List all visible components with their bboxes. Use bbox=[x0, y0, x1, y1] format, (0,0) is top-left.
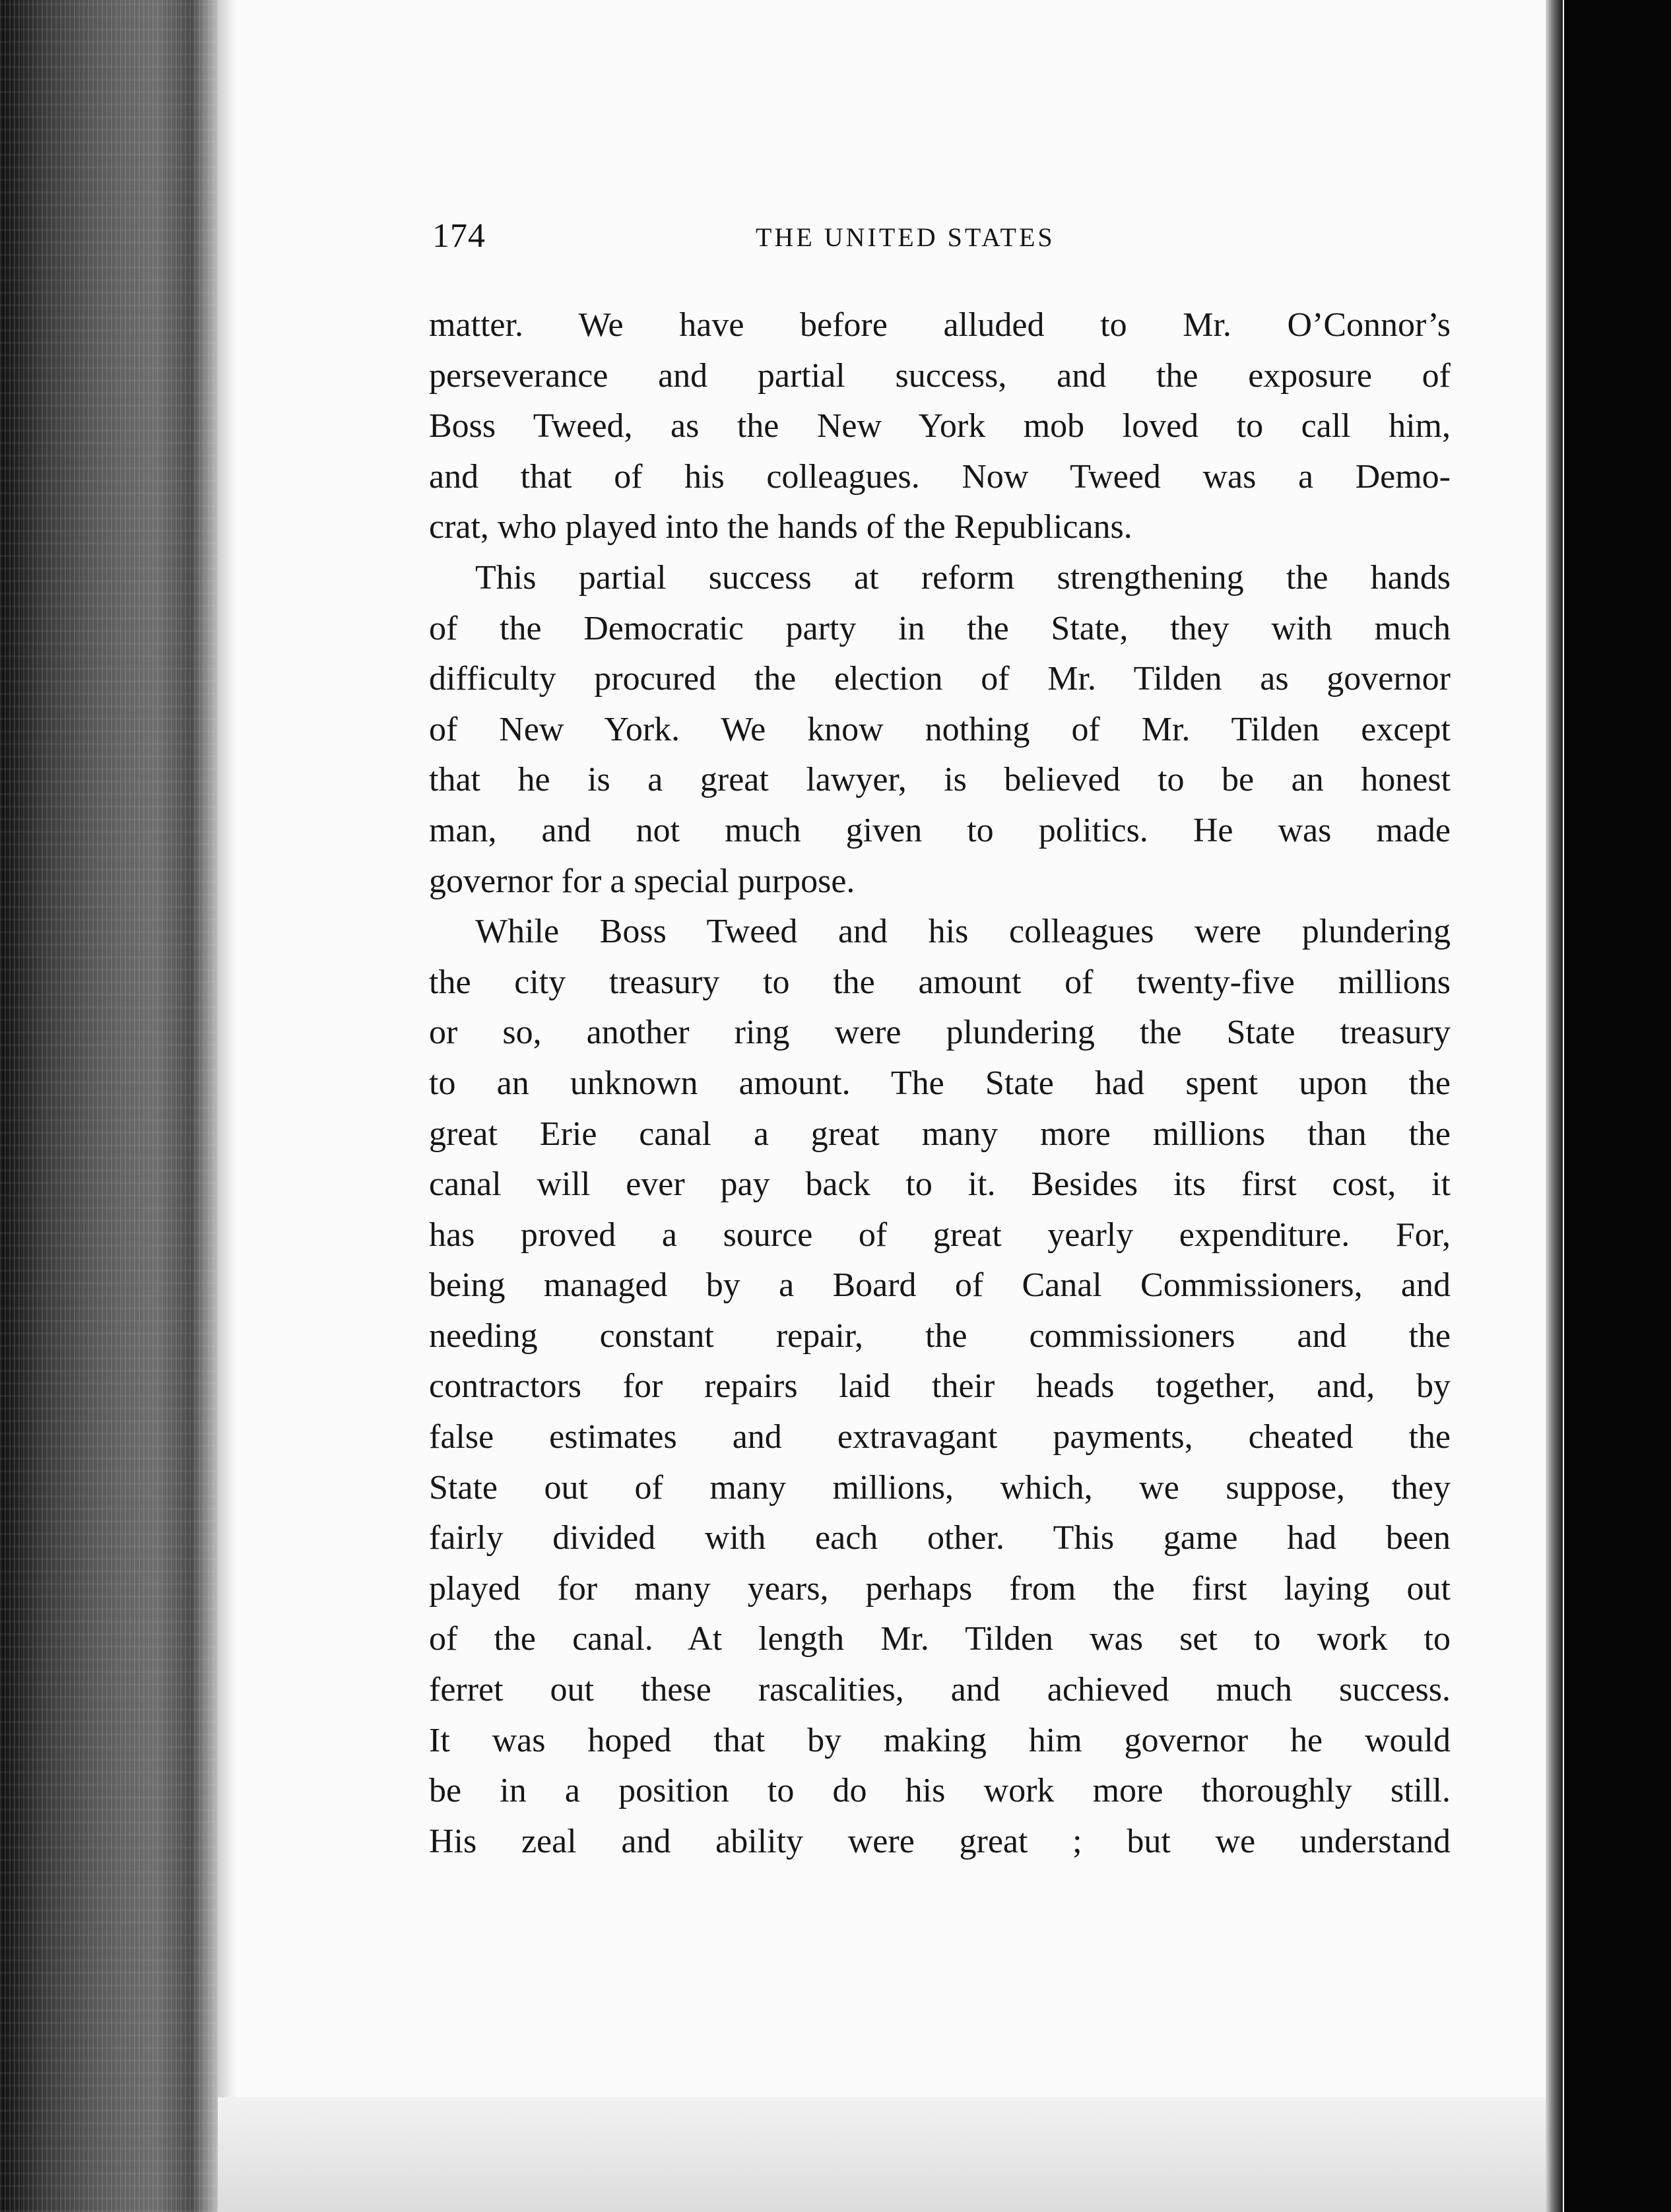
text-line: canal will ever pay back to it. Besides its first cost, it bbox=[429, 1165, 1451, 1204]
text-line: the city treasury to the amount of twenty-five millions bbox=[429, 963, 1451, 1001]
text-line: ferret out these rascalities, and achieved much success. bbox=[429, 1671, 1451, 1709]
text-line: It was hoped that by making him governor he would bbox=[429, 1721, 1451, 1759]
text-line: His zeal and ability were great ; but we understand bbox=[429, 1822, 1451, 1860]
page-right-edge bbox=[1546, 0, 1563, 2212]
text-line: governor for a special purpose. bbox=[429, 862, 855, 900]
paragraph-start-line: While Boss Tweed and his colleagues were plundering bbox=[475, 913, 1451, 951]
text-line: and that of his colleagues. Now Tweed was a Demo- bbox=[429, 457, 1451, 496]
text-line: being managed by a Board of Canal Commissioners, and bbox=[429, 1266, 1451, 1305]
text-line: State out of many millions, which, we suppose, they bbox=[429, 1468, 1451, 1507]
text-line: difficulty procured the election of Mr. Tilden as governor bbox=[429, 660, 1451, 698]
text-line: or so, another ring were plundering the State treasury bbox=[429, 1014, 1451, 1052]
page-number: 174 bbox=[432, 217, 486, 255]
text-line: of New York. We know nothing of Mr. Tilden except bbox=[429, 710, 1451, 748]
page-bottom-margin bbox=[218, 2097, 1546, 2212]
text-line: perseverance and partial success, and the exposure of bbox=[429, 356, 1451, 395]
text-line: of the Democratic party in the State, they with much bbox=[429, 609, 1451, 647]
text-line: matter. We have before alluded to Mr. O’Connor’s bbox=[429, 306, 1451, 344]
text-line: needing constant repair, the commissioners and the bbox=[429, 1317, 1451, 1355]
page-header bbox=[432, 210, 1449, 263]
running-head: THE UNITED STATES bbox=[756, 222, 1055, 252]
text-line: to an unknown amount. The State had spent upon the bbox=[429, 1064, 1451, 1102]
text-line: played for many years, perhaps from the first laying out bbox=[429, 1569, 1451, 1608]
text-line: great Erie canal a great many more millions than the bbox=[429, 1115, 1451, 1153]
text-line: of the canal. At length Mr. Tilden was set to work to bbox=[429, 1620, 1451, 1658]
paragraph-start-line: This partial success at reform strengthening the hands bbox=[475, 558, 1451, 597]
text-line: has proved a source of great yearly expenditure. For, bbox=[429, 1216, 1451, 1254]
page-binding-shadow bbox=[218, 0, 236, 2212]
scan-left-gutter bbox=[0, 0, 218, 2212]
text-line: that he is a great lawyer, is believed to be an honest bbox=[429, 761, 1451, 799]
text-line: crat, who played into the hands of the Republicans. bbox=[429, 508, 1132, 546]
text-line: contractors for repairs laid their heads together, and, by bbox=[429, 1367, 1451, 1406]
text-line: man, and not much given to politics. He was made bbox=[429, 811, 1451, 849]
text-line: be in a position to do his work more thoroughly still. bbox=[429, 1772, 1451, 1810]
text-line: fairly divided with each other. This game had been bbox=[429, 1519, 1451, 1557]
text-line: false estimates and extravagant payments, cheated the bbox=[429, 1418, 1451, 1456]
body-text bbox=[429, 300, 1451, 1867]
scan-right-border bbox=[1564, 0, 1671, 2212]
text-line: Boss Tweed, as the New York mob loved to call him, bbox=[429, 407, 1451, 445]
